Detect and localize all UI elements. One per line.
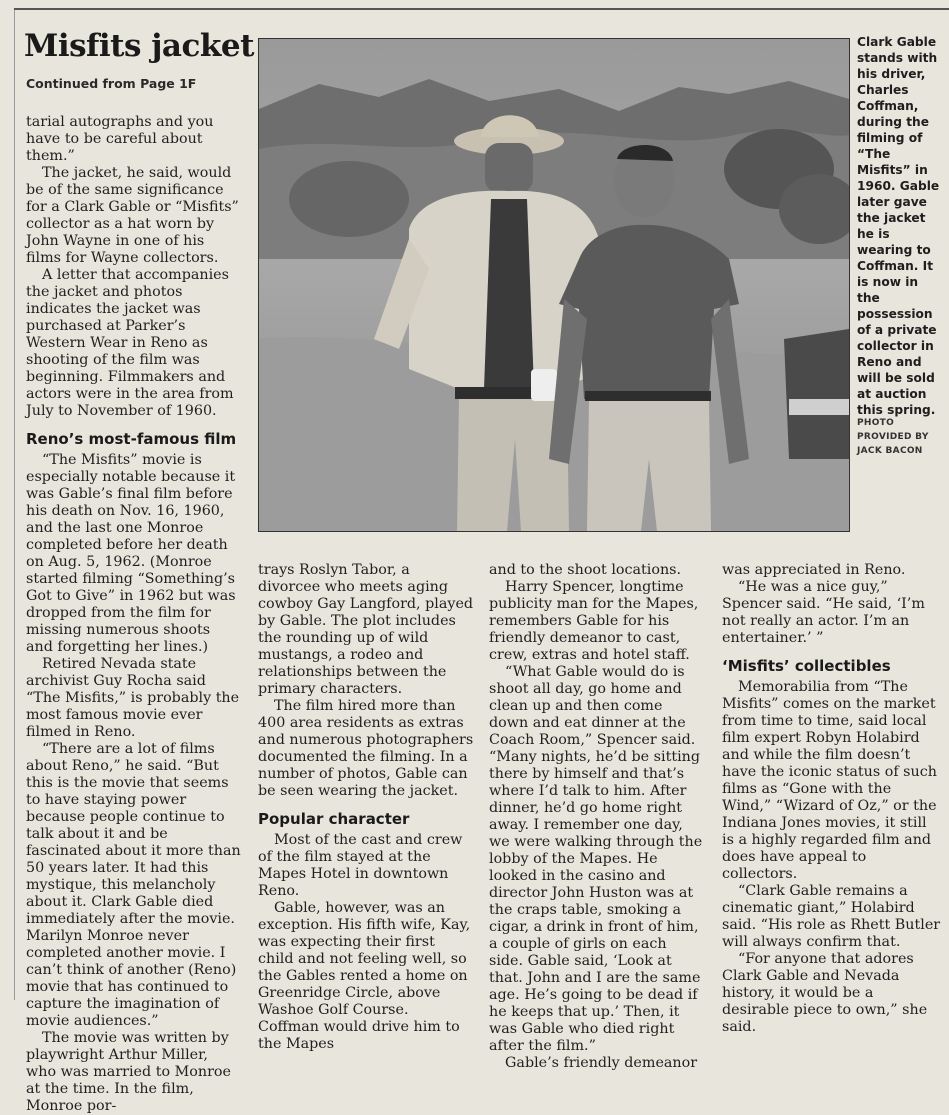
article-column-4: [722, 562, 942, 1036]
paragraph: The jacket, he said, would be of the same significance for a Clark Gable or “Misfits” collector as a hat worn by John Wayne in one of his films for Wayne collectors.: [26, 165, 239, 266]
top-rule: [14, 8, 949, 10]
paragraph: was appreciated in Reno.: [722, 562, 906, 578]
paragraph: Gable, however, was an exception. His fifth wife, Kay, was expecting their first child and not feeling well, so the Gables rented a home on Greenridge Circle, above Washoe Golf Course. Coffman would drive him to the Mapes: [258, 900, 471, 1052]
headline: Misfits jacket: [24, 28, 254, 64]
paragraph: tarial autographs and you have to be careful about them.”: [26, 114, 214, 164]
photo-caption: Clark Gable stands with his driver, Charles Coffman, during the filming of “The Misfits” in 1960. Gable later gave the jacket he is wearing to Coffman. It is now in the possession of a private collector in Reno and will be sold at auction this spring.: [857, 35, 940, 417]
left-column-rule: [14, 10, 15, 1000]
subhead-renos-most-famous-film: Reno’s most-famous film: [26, 430, 237, 448]
article-column-3: [489, 562, 705, 1072]
paragraph: Harry Spencer, longtime publicity man for the Mapes, remembers Gable for his friendly demeanor to cast, crew, extras and hotel staff.: [489, 579, 699, 663]
paragraph: “He was a nice guy,” Spencer said. “He said, ‘I’m not really an actor. I’m an entertainer.’ ”: [722, 579, 925, 646]
paragraph: Most of the cast and crew of the film stayed at the Mapes Hotel in downtown Reno.: [258, 832, 463, 899]
paragraph: “The Misfits” movie is especially notable because it was Gable’s final film before his death on Nov. 16, 1960, and the last one Monroe completed before her death on Aug. 5, 1962. (Monroe started filming “Something’s Got to Give” in 1962 but was dropped from the film for missing numerous shoots and forgetting her lines.): [26, 452, 236, 655]
jump-line: Continued from Page 1F: [26, 76, 197, 91]
article-column-1: [26, 114, 241, 1115]
paragraph: Gable’s friendly demeanor: [505, 1055, 698, 1071]
subhead-popular-character: Popular character: [258, 810, 410, 828]
paragraph: “There are a lot of films about Reno,” he said. “But this is the movie that seems to have staying power because people continue to talk about it and be fascinated about it more than 50 years later. It had this mystique, this melancholy about it. Clark Gable died immediately after the movie. Marilyn Monroe never completed another movie. I can’t think of another (Reno) movie that has continued to capture the imagination of movie audiences.”: [26, 741, 241, 1029]
paragraph: Memorabilia from “The Misfits” comes on the market from time to time, said local film expert Robyn Holabird and while the film doesn’t have the iconic status of such films as “Gone with the Wind,” “Wizard of Oz,” or the Indiana Jones movies, it still is a highly regarded film and does have appeal to collectors.: [722, 679, 937, 882]
photo-credit: PHOTO PROVIDED BY JACK BACON: [857, 418, 929, 456]
paragraph: and to the shoot locations.: [489, 562, 682, 578]
article-column-2: [258, 562, 474, 1053]
subhead-misfits-collectibles: ‘Misfits’ collectibles: [722, 657, 891, 675]
paragraph: A letter that accompanies the jacket and photos indicates the jacket was purchased at Parker’s Western Wear in Reno as shooting of the film was beginning. Filmmakers and actors were in the area from July to November of 1960.: [26, 267, 234, 419]
photo-gable-and-coffman: [258, 38, 850, 532]
paragraph: “For anyone that adores Clark Gable and Nevada history, it would be a desirable piece to own,” she said.: [722, 951, 928, 1035]
paragraph: The movie was written by playwright Arthur Miller, who was married to Monroe at the time. In the film, Monroe por-: [26, 1030, 231, 1114]
paragraph: Retired Nevada state archivist Guy Rocha said “The Misfits,” is probably the most famous movie ever filmed in Reno.: [26, 656, 240, 740]
paragraph: “Clark Gable remains a cinematic giant,” Holabird said. “His role as Rhett Butler will always confirm that.: [722, 883, 941, 950]
paragraph: The film hired more than 400 area residents as extras and numerous photographers documented the filming. In a number of photos, Gable can be seen wearing the jacket.: [258, 698, 474, 799]
paragraph: trays Roslyn Tabor, a divorcee who meets aging cowboy Gay Langford, played by Gable. The plot includes the rounding up of wild mustangs, a rodeo and relationships between the primary characters.: [258, 562, 474, 697]
paragraph: “What Gable would do is shoot all day, go home and clean up and then come down and eat dinner at the Coach Room,” Spencer said. “Many nights, he’d be sitting there by himself and that’s where I’d talk to him. After dinner, he’d go home right away. I remember one day, we were walking through the lobby of the Mapes. He looked in the casino and director John Huston was at the craps table, smoking a cigar, a drink in front of him, a couple of girls on each side. Gable said, ‘Look at that. John and I are the same age. He’s going to be dead if he keeps that up.’ Then, it was Gable who died right after the film.”: [489, 664, 703, 1054]
photo-illustration: [259, 39, 849, 531]
